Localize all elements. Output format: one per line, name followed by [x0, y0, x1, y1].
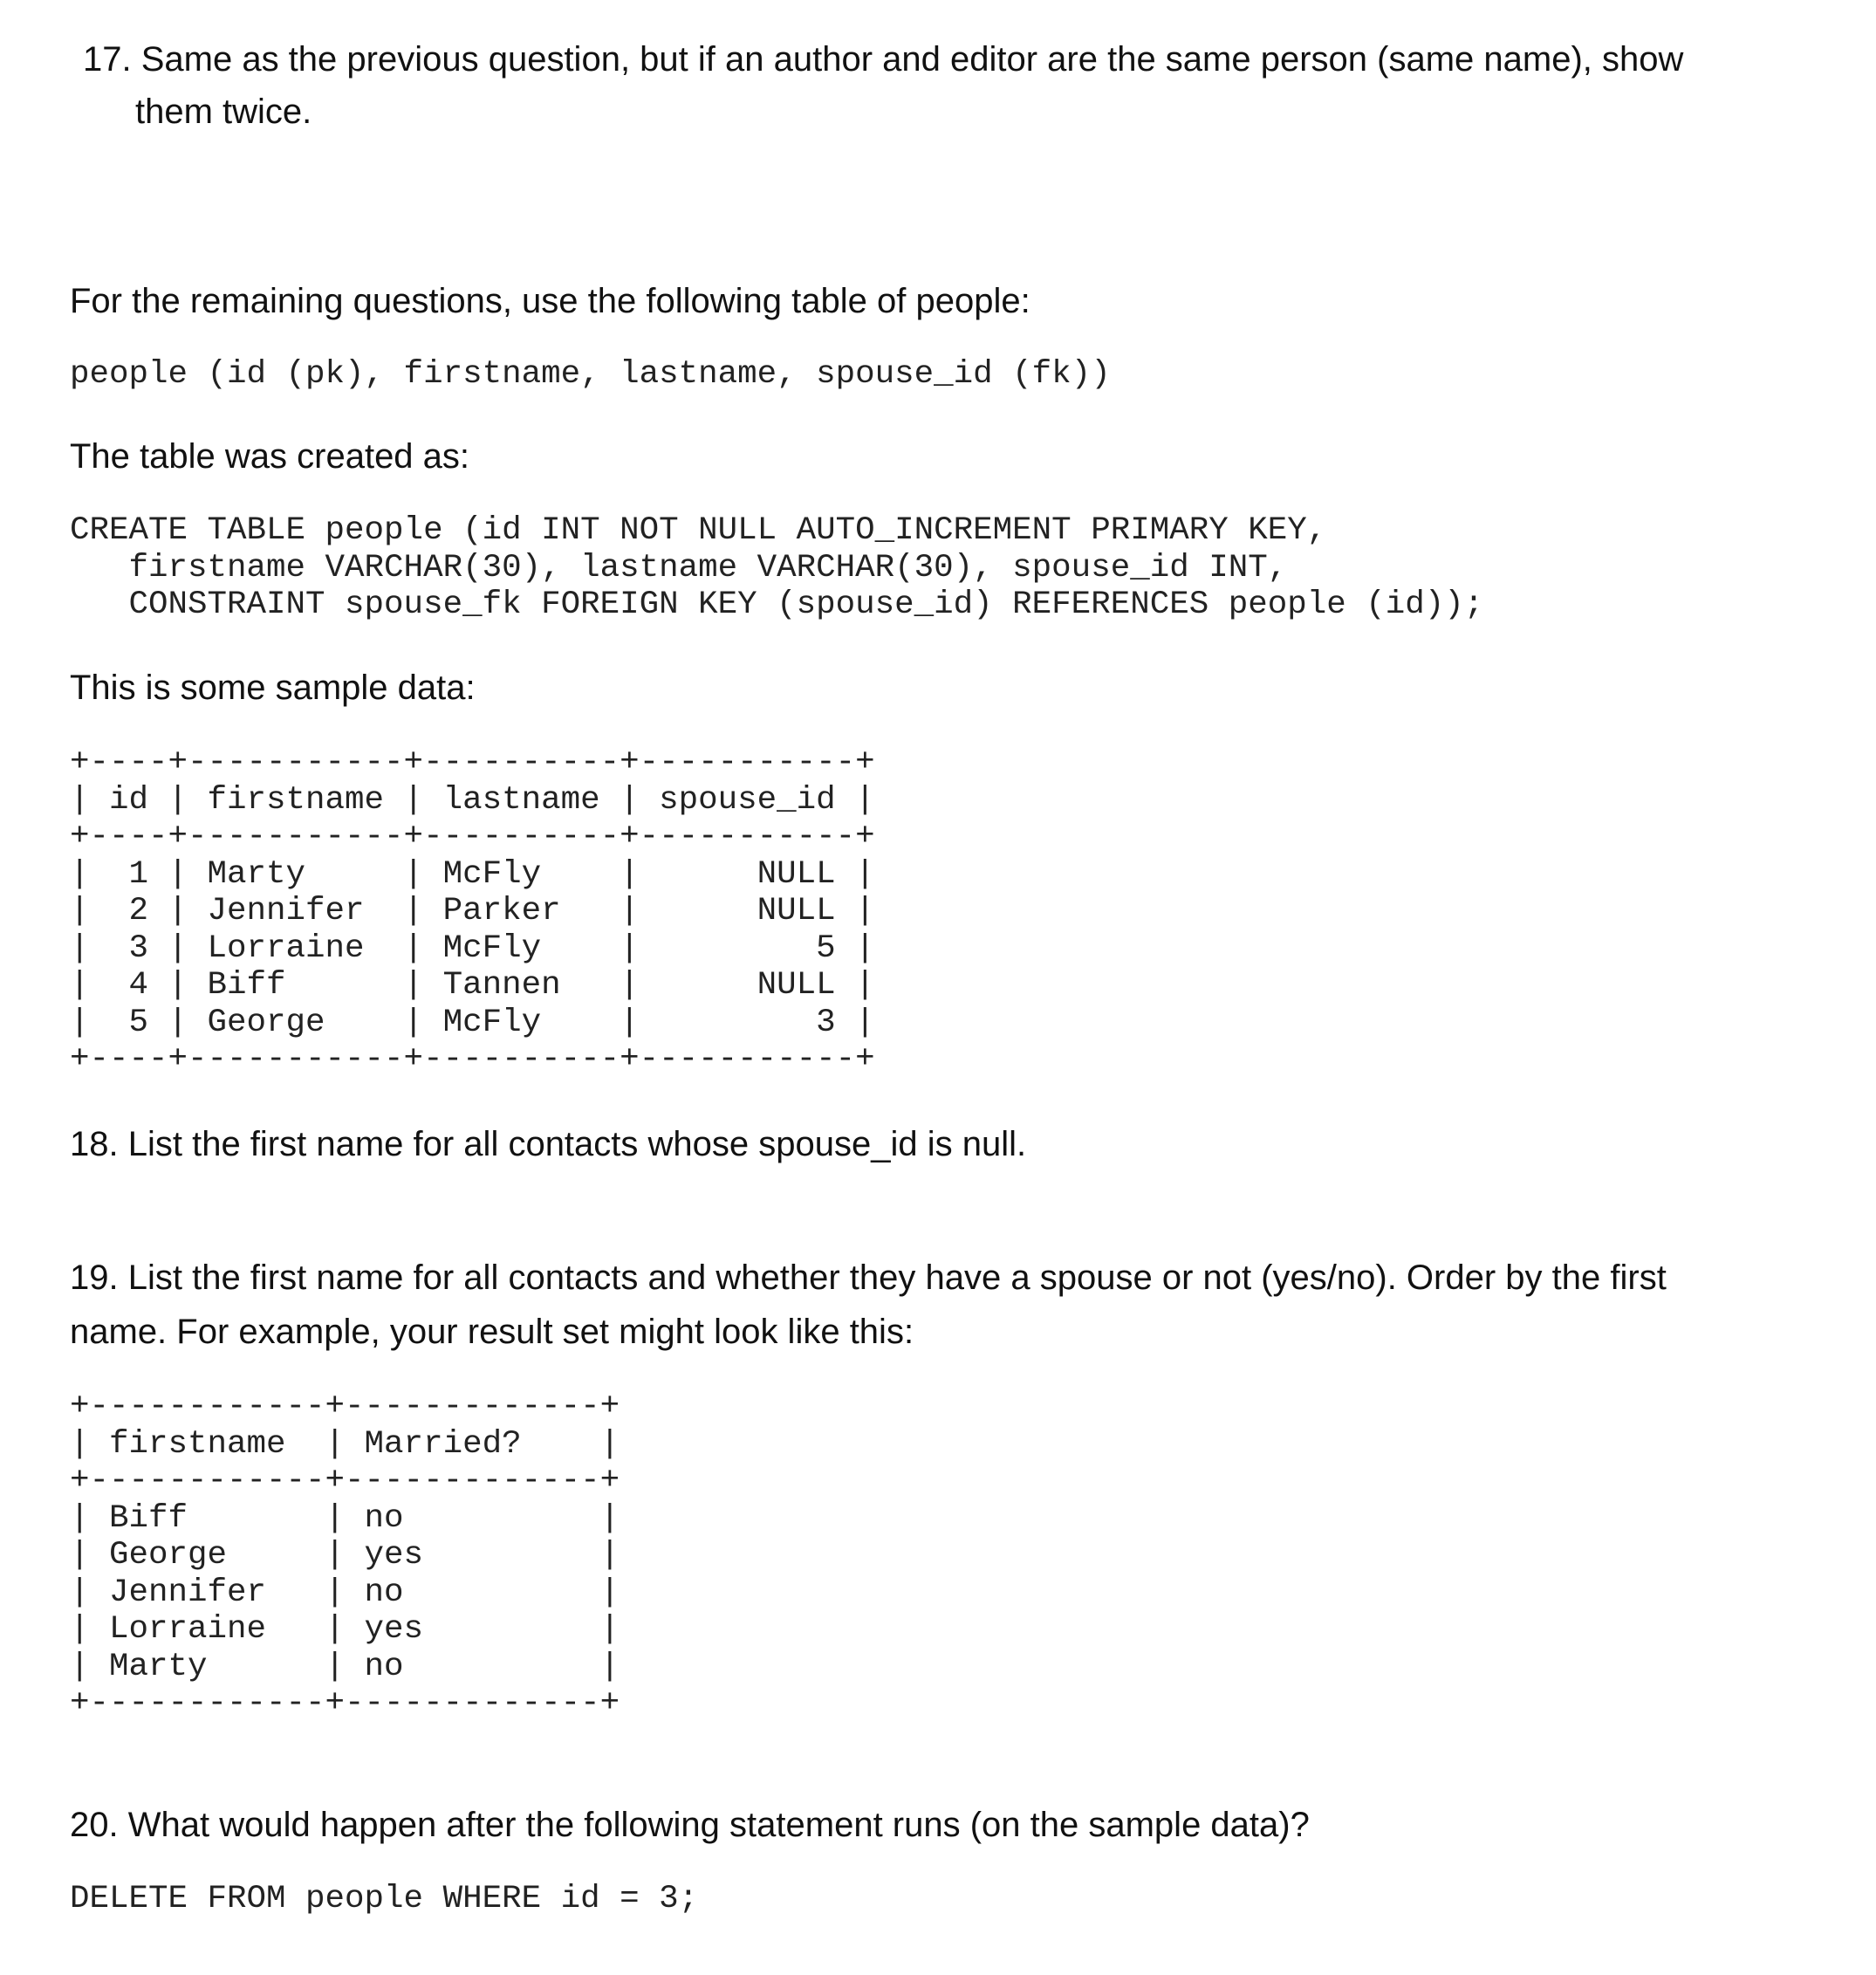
question-20-text: 20. What would happen after the following statement runs (on the sample data)?: [70, 1806, 1310, 1844]
delete-statement-sql: DELETE FROM people WHERE id = 3;: [70, 1881, 699, 1917]
people-sample-table: [70, 744, 875, 1079]
table-border: +----+-----------+----------+-----------+: [70, 744, 875, 781]
question-19-text: 19. List the first name for all contacts and whether they have a spouse or not (yes/no). Order by the first: [70, 1258, 1667, 1297]
table-border: +------------+-------------+: [70, 1685, 620, 1722]
table-row: | 5 | George | McFly | 3 |: [70, 1004, 875, 1041]
question-17-text-continued: them twice.: [135, 93, 312, 131]
create-sql-line: CONSTRAINT spouse_fk FOREIGN KEY (spouse_id) REFERENCES people (id));: [70, 586, 1484, 623]
created-heading: The table was created as:: [70, 437, 470, 476]
create-table-sql: [70, 512, 1483, 624]
remaining-questions-intro: For the remaining questions, use the following table of people:: [70, 282, 1030, 320]
table-row: | Lorraine | yes |: [70, 1611, 620, 1648]
table-row: | George | yes |: [70, 1537, 620, 1574]
create-sql-line: CREATE TABLE people (id INT NOT NULL AUTO_INCREMENT PRIMARY KEY,: [70, 512, 1327, 549]
table-row: | Biff | no |: [70, 1499, 620, 1537]
table-border: +----+-----------+----------+-----------+: [70, 819, 875, 855]
question-17-text: 17. Same as the previous question, but if an author and editor are the same person (same name), show: [83, 40, 1684, 79]
married-result-table: [70, 1389, 620, 1723]
question-18-text: 18. List the first name for all contacts whose spouse_id is null.: [70, 1125, 1027, 1163]
sample-data-heading: This is some sample data:: [70, 669, 476, 707]
people-schema: people (id (pk), firstname, lastname, spouse_id (fk)): [70, 356, 1111, 393]
table-row: | 4 | Biff | Tannen | NULL |: [70, 967, 875, 1004]
table-row: | 2 | Jennifer | Parker | NULL |: [70, 893, 875, 929]
create-sql-line: firstname VARCHAR(30), lastname VARCHAR(30), spouse_id INT,: [70, 549, 1288, 586]
table-border: +------------+-------------+: [70, 1463, 620, 1499]
table-border: +------------+-------------+: [70, 1389, 620, 1425]
table-row: | 1 | Marty | McFly | NULL |: [70, 855, 875, 893]
table-header-row: | firstname | Married? |: [70, 1425, 620, 1463]
table-row: | Marty | no |: [70, 1648, 620, 1685]
table-row: | 3 | Lorraine | McFly | 5 |: [70, 929, 875, 967]
question-19-text-continued: name. For example, your result set might look like this:: [70, 1313, 914, 1351]
table-row: | Jennifer | no |: [70, 1574, 620, 1611]
table-border: +----+-----------+----------+-----------+: [70, 1041, 875, 1078]
table-header-row: | id | firstname | lastname | spouse_id |: [70, 781, 875, 819]
